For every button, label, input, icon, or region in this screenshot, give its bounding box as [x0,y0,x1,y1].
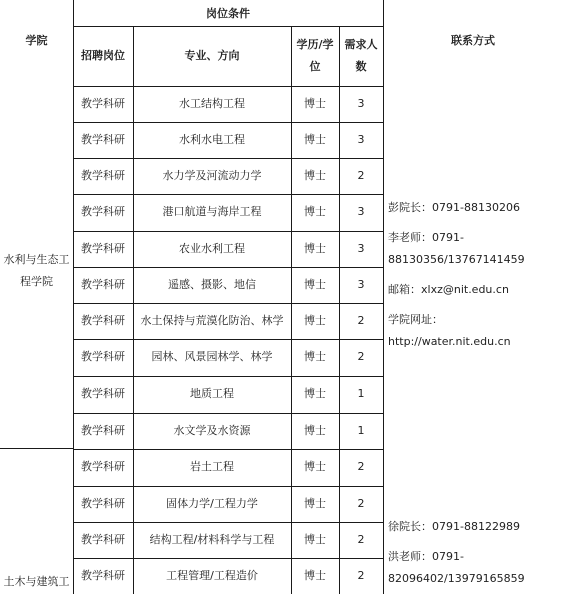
contact-line: 李老师：0791- [388,231,464,244]
cell-count: 3 [357,205,365,218]
grid-line [383,0,384,594]
cell-degree: 博士 [304,97,326,110]
grid-line [73,194,383,195]
grid-line [73,376,383,377]
cell-degree: 博士 [304,424,326,437]
cell-position: 教学科研 [81,278,125,291]
cell-count: 2 [357,169,365,182]
cell-count: 3 [357,278,365,291]
cell-count: 3 [357,242,365,255]
grid-line [73,486,383,487]
grid-line [339,26,340,594]
contact-website: 学院网址：http://water.nit.edu.cn [388,313,511,348]
grid-line [73,0,74,594]
cell-degree: 博士 [304,242,326,255]
header-count-line2: 数 [355,60,367,73]
cell-count: 2 [357,314,365,327]
cell-count: 2 [357,569,365,582]
cell-degree: 博士 [304,387,326,400]
cell-degree: 博士 [304,533,326,546]
cell-position: 教学科研 [81,460,125,473]
cell-position: 教学科研 [81,497,125,510]
cell-position: 教学科研 [81,205,125,218]
header-college: 学院 [25,34,48,47]
cell-major: 水力学及河流动力学 [162,169,262,182]
header-degree-line1: 学历/学 [296,38,334,51]
cell-major: 岩土工程 [190,460,234,473]
grid-line [73,267,383,268]
cell-position: 教学科研 [81,133,125,146]
cell-position: 教学科研 [81,242,125,255]
header-recruit-position: 招聘岗位 [81,49,125,62]
grid-line [73,522,383,523]
header-position-conditions: 岗位条件 [206,7,250,20]
cell-count: 3 [357,97,365,110]
cell-major: 水利水电工程 [179,133,245,146]
college-water-line2: 程学院 [20,275,53,288]
cell-position: 教学科研 [81,314,125,327]
cell-degree: 博士 [304,205,326,218]
contact-line: 82096402/13979165859 [388,572,525,585]
cell-degree: 博士 [304,497,326,510]
cell-degree: 博士 [304,460,326,473]
college-civil-arch [0,570,73,594]
college-civil-line1: 土木与建筑工 [3,575,70,588]
contact-line: 徐院长：0791-88122989 [388,520,520,533]
cell-major: 农业水利工程 [179,242,245,255]
header-contact: 联系方式 [451,34,495,47]
header-major: 专业、方向 [184,49,240,62]
cell-major: 结构工程/材料科学与工程 [149,533,275,546]
contact-block-water [388,197,563,353]
cell-count: 3 [357,133,365,146]
contact-block-civil [388,516,563,590]
cell-count: 2 [357,460,365,473]
header-count [339,26,383,86]
grid-line [73,303,383,304]
header-count-line1: 需求人 [344,38,378,51]
cell-count: 1 [357,387,365,400]
cell-major: 水工结构工程 [179,97,245,110]
header-degree-line2: 位 [309,60,321,73]
cell-major: 工程管理/工程造价 [166,569,258,582]
cell-degree: 博士 [304,314,326,327]
cell-position: 教学科研 [81,533,125,546]
grid-line [291,26,292,594]
cell-major: 固体力学/工程力学 [166,497,258,510]
cell-degree: 博士 [304,133,326,146]
cell-position: 教学科研 [81,350,125,363]
grid-line [73,122,383,123]
college-water-line1: 水利与生态工 [3,253,70,266]
college-water-ecology [0,236,73,306]
grid-line [73,413,383,414]
cell-count: 2 [357,533,365,546]
cell-position: 教学科研 [81,569,125,582]
contact-email: 邮箱：xlxz@nit.edu.cn [388,283,509,296]
contact-line: 彭院长：0791-88130206 [388,201,520,214]
cell-count: 1 [357,424,365,437]
grid-line [0,448,73,449]
grid-line [73,558,383,559]
cell-degree: 博士 [304,278,326,291]
grid-line [73,231,383,232]
cell-position: 教学科研 [81,424,125,437]
cell-degree: 博士 [304,350,326,363]
grid-line [73,86,383,87]
cell-major: 遥感、摄影、地信 [168,278,256,291]
cell-major: 水文学及水资源 [173,424,251,437]
cell-count: 2 [357,350,365,363]
cell-degree: 博士 [304,169,326,182]
grid-line [73,26,383,27]
contact-line: 洪老师：0791- [388,550,464,563]
cell-major: 水土保持与荒漠化防治、林学 [140,314,284,327]
contact-line: 88130356/13767141459 [388,253,525,266]
cell-major: 地质工程 [190,387,234,400]
header-degree [291,26,339,86]
grid-line [73,339,383,340]
cell-count: 2 [357,497,365,510]
cell-position: 教学科研 [81,387,125,400]
grid-line [73,158,383,159]
grid-line [73,449,383,450]
cell-major: 园林、风景园林学、林学 [151,350,273,363]
cell-major: 港口航道与海岸工程 [162,205,262,218]
grid-line [133,26,134,594]
cell-position: 教学科研 [81,97,125,110]
cell-position: 教学科研 [81,169,125,182]
cell-degree: 博士 [304,569,326,582]
